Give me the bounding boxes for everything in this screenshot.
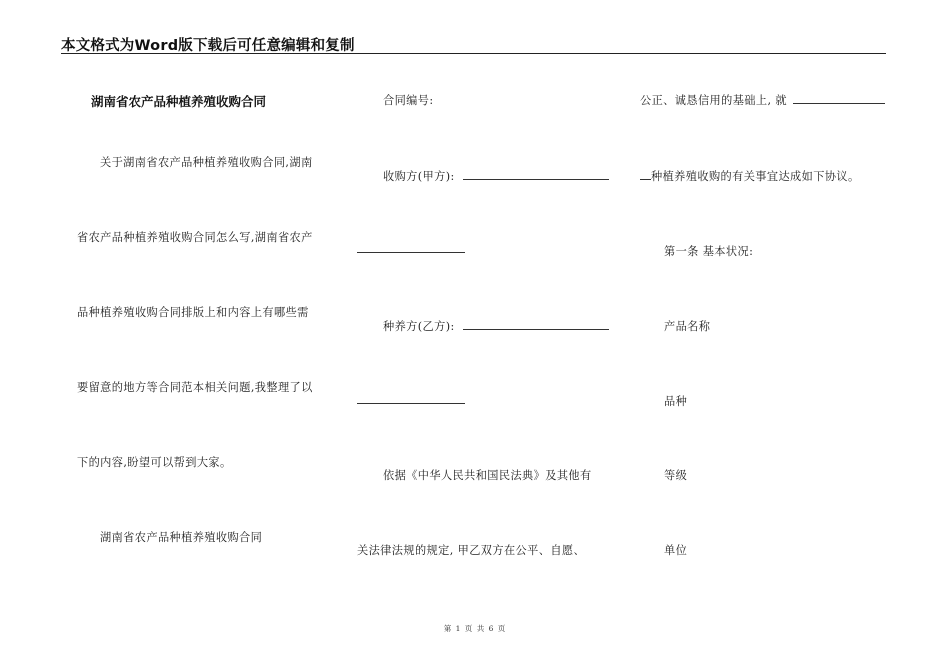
unit-label: 单位: [664, 544, 688, 557]
intro-line-3: 品种植养殖收购合同排版上和内容上有哪些需: [77, 306, 309, 319]
document-header: 本文格式为Word版下载后可任意编辑和复制: [61, 38, 355, 54]
farmer-row: [383, 318, 609, 334]
buyer-row: [383, 168, 609, 184]
intro-line-2: 省农产品种植养殖收购合同怎么写,湖南省农产: [77, 231, 313, 244]
principle-text: 公正、诚恳信用的基础上, 就: [640, 94, 787, 107]
variety-label: 品种: [664, 395, 688, 408]
intro-line-5: 下的内容,盼望可以帮到大家。: [77, 456, 232, 469]
contract-subtitle: 湖南省农产品种植养殖收购合同: [100, 531, 263, 544]
product-name-label: 产品名称: [664, 320, 711, 333]
contract-number-label: 合同编号:: [383, 94, 434, 107]
subject-blank-continued[interactable]: [640, 169, 651, 180]
legal-basis-line-2: 关法律法规的规定, 甲乙双方在公平、自愿、: [357, 544, 586, 557]
farmer-label: 种养方(乙方):: [383, 320, 455, 333]
intro-line-1: 关于湖南省农产品种植养殖收购合同,湖南: [100, 156, 313, 169]
principle-row: [640, 92, 885, 108]
farmer-blank[interactable]: [463, 319, 609, 330]
buyer-blank[interactable]: [463, 169, 609, 180]
buyer-blank-continued[interactable]: [357, 252, 465, 253]
page-number: 第 1 页 共 6 页: [443, 624, 507, 633]
agreement-row: [640, 168, 860, 184]
intro-line-4: 要留意的地方等合同范本相关问题,我整理了以: [77, 381, 313, 394]
header-divider: [61, 53, 886, 54]
grade-label: 等级: [664, 469, 688, 482]
agreement-text: 种植养殖收购的有关事宜达成如下协议。: [651, 170, 860, 183]
buyer-label: 收购方(甲方):: [383, 170, 455, 183]
farmer-blank-continued[interactable]: [357, 403, 465, 404]
subject-blank[interactable]: [793, 93, 885, 104]
article-1-heading: 第一条 基本状况:: [664, 245, 754, 258]
legal-basis-line-1: 依据《中华人民共和国民法典》及其他有: [383, 469, 592, 482]
contract-title: 湖南省农产品种植养殖收购合同: [91, 94, 267, 109]
